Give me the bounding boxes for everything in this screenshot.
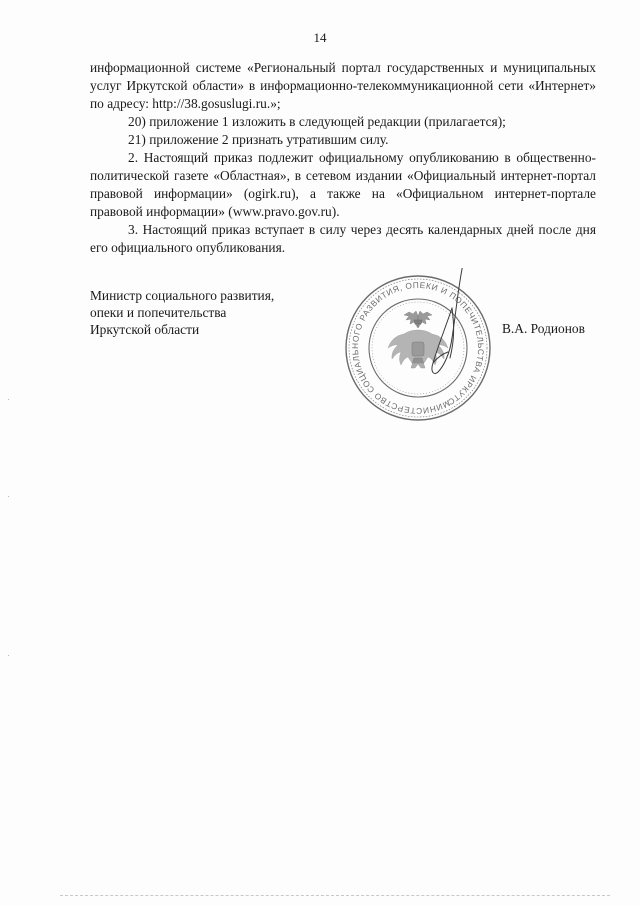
official-seal-stamp — [338, 268, 498, 428]
scan-artifact — [8, 655, 9, 656]
paragraph-item-20: 20) приложение 1 изложить в следующей редакции (прилагается); — [128, 114, 506, 129]
page-number: 14 — [313, 30, 327, 45]
seal-ring-text: МИНИСТЕРСТВО СОЦИАЛЬНОГО РАЗВИТИЯ, ОПЕКИ И ПОПЕЧИТЕЛЬСТВА ИРКУТСКОЙ — [349, 279, 487, 417]
scan-artifact — [8, 399, 9, 400]
signer-position — [90, 287, 274, 338]
scan-artifact — [8, 496, 9, 497]
signer-position-line: опеки и попечительства — [90, 305, 227, 320]
signer-position-line: Министр социального развития, — [90, 288, 275, 303]
paragraph-continuation: информационной системе «Региональный портал государственных и муниципальных услуг Иркутской области» в информационно-телекоммуникационной сети «Интернет» по адресу: http://38.gosuslugi.ru.»; — [90, 60, 596, 111]
paragraph-item-21: 21) приложение 2 признать утратившим силу. — [128, 132, 389, 147]
signer-name: В.А. Родионов — [502, 321, 585, 336]
paragraph-clause-3: 3. Настоящий приказ вступает в силу через десять календарных дней после дня его официального опубликования. — [90, 222, 596, 255]
scan-bottom-edge — [60, 895, 610, 896]
body-text — [90, 59, 596, 257]
signer-position-line: Иркутской области — [90, 322, 200, 337]
paragraph-clause-2: 2. Настоящий приказ подлежит официальному опубликованию в общественно-политической газете «Областная», в сетевом издании «Официальный интернет-портал правовой информации» (ogirk.ru), а также на «Официальном интернет-портале правовой информации» (www.pravo.gov.ru). — [90, 150, 596, 219]
eagle-emblem-icon — [388, 311, 448, 368]
